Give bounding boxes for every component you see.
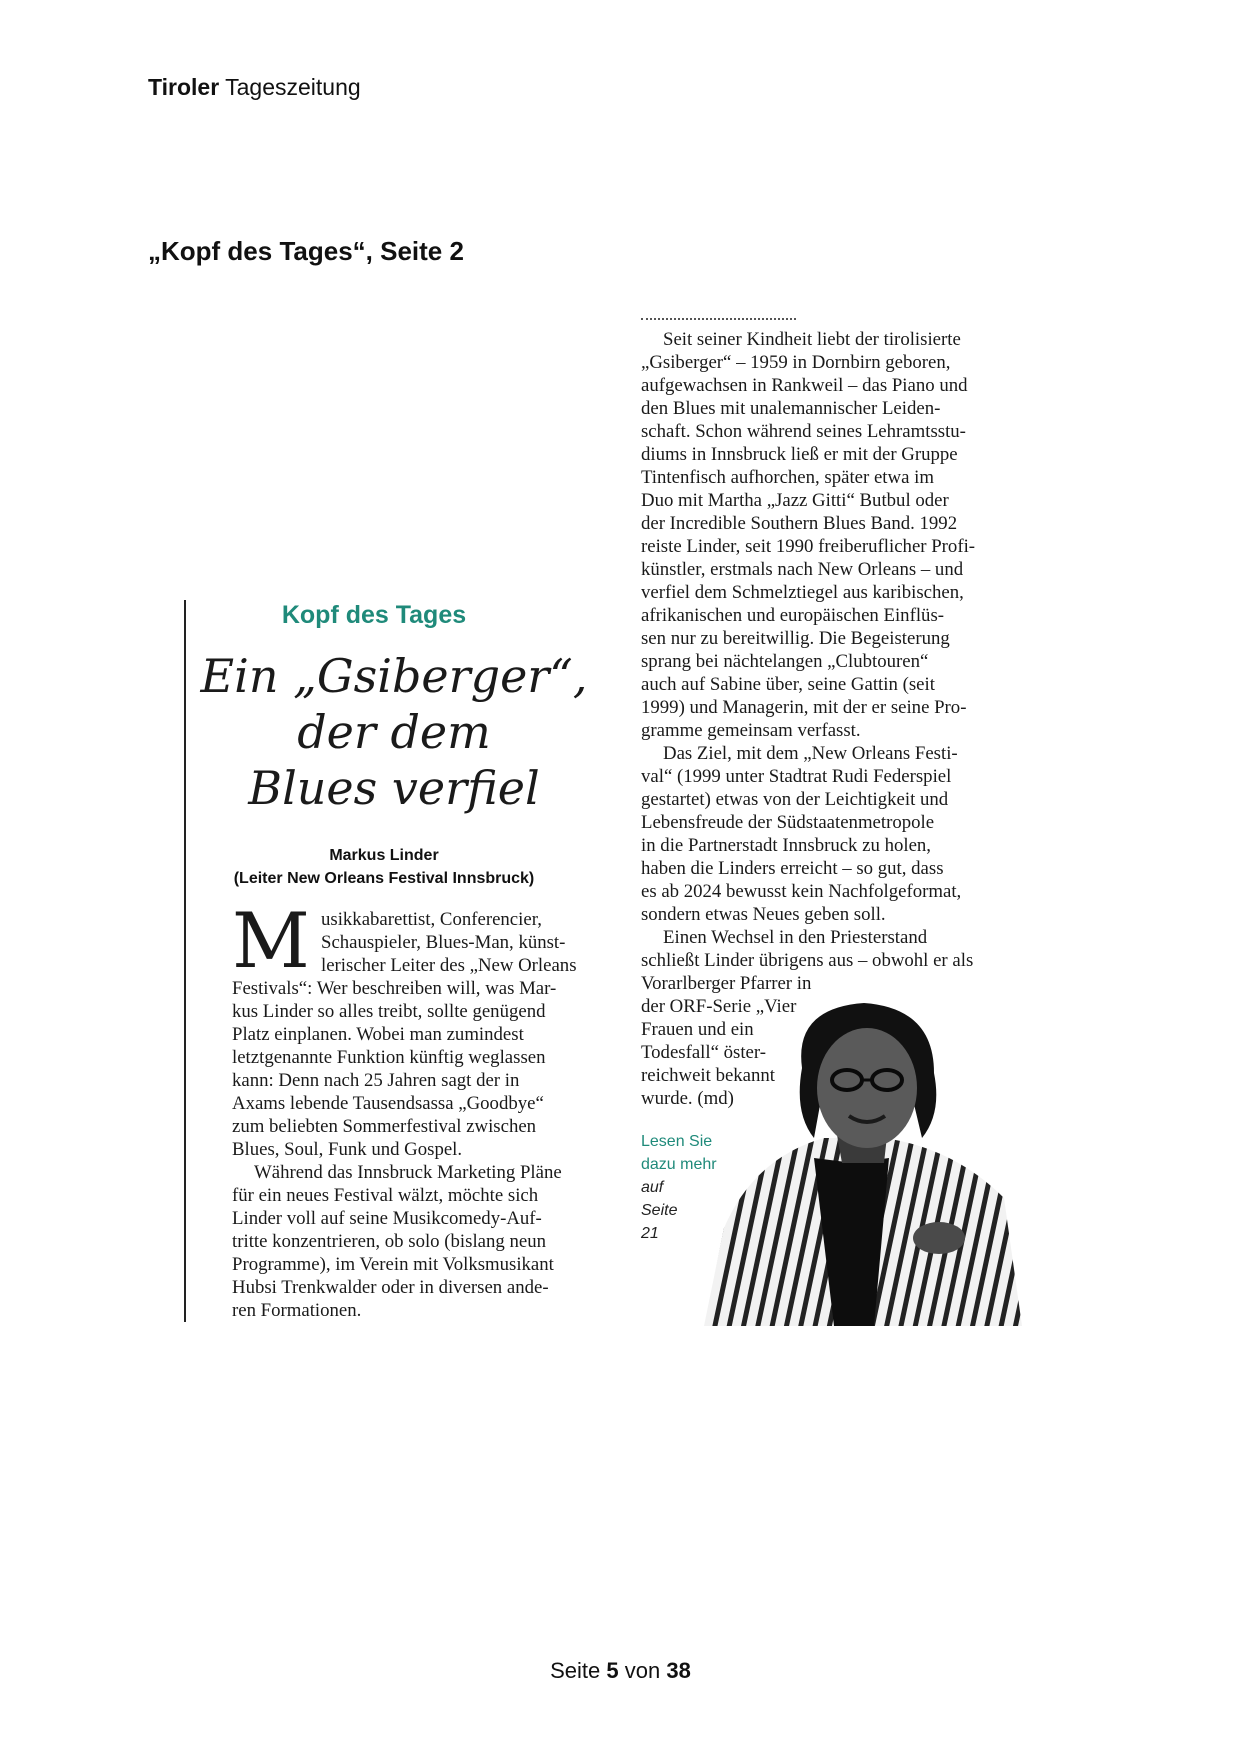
footer-page-total: 38 (666, 1658, 691, 1683)
clipping-edge (641, 318, 796, 323)
teaser-line: Seite (641, 1202, 678, 1219)
text-line: es ab 2024 bewusst kein Nachfolgeformat, (641, 881, 962, 902)
text-line: schließt Linder übrigens aus – obwohl er als (641, 950, 974, 971)
text-line: Festivals“: Wer beschreiben will, was Mar- (232, 978, 557, 999)
text-line: verfiel dem Schmelztiegel aus karibischen, (641, 582, 964, 603)
text-line: Während das Innsbruck Marketing Pläne (254, 1162, 562, 1183)
text-line: gestartet) etwas von der Leichtigkeit und (641, 789, 949, 810)
text-line: Hubsi Trenkwalder oder in diversen ande- (232, 1277, 549, 1298)
text-line: 1999) und Managerin, mit der er seine Pro- (641, 697, 967, 718)
text-line: sen nur zu bereitwillig. Die Begeisterung (641, 628, 950, 649)
text-line: Blues, Soul, Funk und Gospel. (232, 1139, 463, 1160)
section-title: „Kopf des Tages“, Seite 2 (148, 236, 464, 266)
teaser-line: 21 (641, 1225, 659, 1242)
text-line: aufgewachsen in Rankweil – das Piano und (641, 375, 968, 396)
text-line: Seit seiner Kindheit liebt der tirolisierte (663, 329, 961, 350)
text-line: den Blues mit unalemannischer Leiden- (641, 398, 941, 419)
text-line: Einen Wechsel in den Priesterstand (663, 927, 928, 948)
text-line: künstler, erstmals nach New Orleans – und (641, 559, 964, 580)
headline-line: der dem (297, 705, 491, 759)
text-line: ren Formationen. (232, 1300, 362, 1321)
text-line: val“ (1999 unter Stadtrat Rudi Federspiel (641, 766, 952, 787)
brand-bold: Tiroler (148, 74, 220, 100)
text-line: wurde. (md) (641, 1088, 734, 1109)
text-line: Todesfall“ öster- (641, 1042, 767, 1063)
headline-line: Blues verfiel (248, 761, 540, 815)
text-line: sondern etwas Neues geben soll. (641, 904, 886, 925)
teaser-line: dazu mehr (641, 1156, 717, 1173)
text-line: sprang bei nächtelangen „Clubtouren“ (641, 651, 929, 672)
text-line: Duo mit Martha „Jazz Gitti“ Butbul oder (641, 490, 949, 511)
headline (194, 648, 594, 816)
text-line: reichweit bekannt (641, 1065, 776, 1086)
text-line: Platz einplanen. Wobei man zumindest (232, 1024, 524, 1045)
text-line: für ein neues Festival wälzt, möchte sich (232, 1185, 539, 1206)
kicker: Kopf des Tages (281, 601, 467, 629)
headline-line: Ein „Gsiberger“, (200, 649, 588, 703)
article-column-left (232, 908, 612, 1322)
text-line: zum beliebten Sommerfestival zwischen (232, 1116, 537, 1137)
text-line: Tintenfisch aufhorchen, später etwa im (641, 467, 934, 488)
text-line: kann: Denn nach 25 Jahren sagt der in (232, 1070, 520, 1091)
column-rule (184, 600, 186, 1322)
teaser-line: auf (641, 1179, 664, 1196)
text-line: afrikanischen und europäischen Einflüs- (641, 605, 945, 626)
drop-cap: M (232, 896, 310, 985)
text-line: Frauen und ein (641, 1019, 754, 1040)
text-line: schaft. Schon während seines Lehramtsstu- (641, 421, 966, 442)
text-line: Lebensfreude der Südstaatenmetropole (641, 812, 935, 833)
text-line: in die Partnerstadt Innsbruck zu holen, (641, 835, 931, 856)
text-line: „Gsiberger“ – 1959 in Dornbirn geboren, (641, 352, 951, 373)
text-line: Axams lebende Tausendsassa „Goodbye“ (232, 1093, 544, 1114)
text-line: Das Ziel, mit dem „New Orleans Festi- (663, 743, 958, 764)
text-line: Vorarlberger Pfarrer in (641, 973, 812, 994)
teaser-line: Lesen Sie (641, 1133, 713, 1150)
byline-name: Markus Linder (329, 847, 439, 864)
text-line: gramme gemeinsam verfasst. (641, 720, 861, 741)
brand-rest: Tageszeitung (225, 74, 361, 100)
text-line: auch auf Sabine über, seine Gattin (seit (641, 674, 935, 695)
text-line: lerischer Leiter des „New Orleans (321, 955, 577, 976)
text-line: Schauspieler, Blues-Man, künst- (321, 932, 566, 953)
text-line: tritte konzentrieren, ob solo (bislang neun (232, 1231, 546, 1252)
text-line: Linder voll auf seine Musikcomedy-Auf- (232, 1208, 542, 1229)
text-line: der Incredible Southern Blues Band. 1992 (641, 513, 958, 534)
byline (204, 844, 564, 890)
text-line: kus Linder so alles treibt, sollte genügend (232, 1001, 546, 1022)
footer-page-number: 5 (606, 1658, 619, 1683)
text-line: der ORF-Serie „Vier (641, 996, 797, 1017)
text-line: Programme), im Verein mit Volksmusikant (232, 1254, 554, 1275)
publication-header (148, 74, 361, 101)
text-line: haben die Linders erreicht – so gut, dass (641, 858, 944, 879)
text-line: letztgenannte Funktion künftig weglassen (232, 1047, 546, 1068)
portrait-photo (684, 988, 1024, 1326)
text-line: usikkabarettist, Conferencier, (321, 909, 542, 930)
footer-middle: von (624, 1658, 661, 1683)
footer-prefix: Seite (550, 1658, 601, 1683)
text-line: reiste Linder, seit 1990 freiberuflicher Profi- (641, 536, 976, 557)
byline-role: (Leiter New Orleans Festival Innsbruck) (233, 870, 535, 887)
text-line: diums in Innsbruck ließ er mit der Gruppe (641, 444, 958, 465)
page-footer (0, 1658, 1241, 1684)
newspaper-clipping (184, 318, 1024, 1326)
